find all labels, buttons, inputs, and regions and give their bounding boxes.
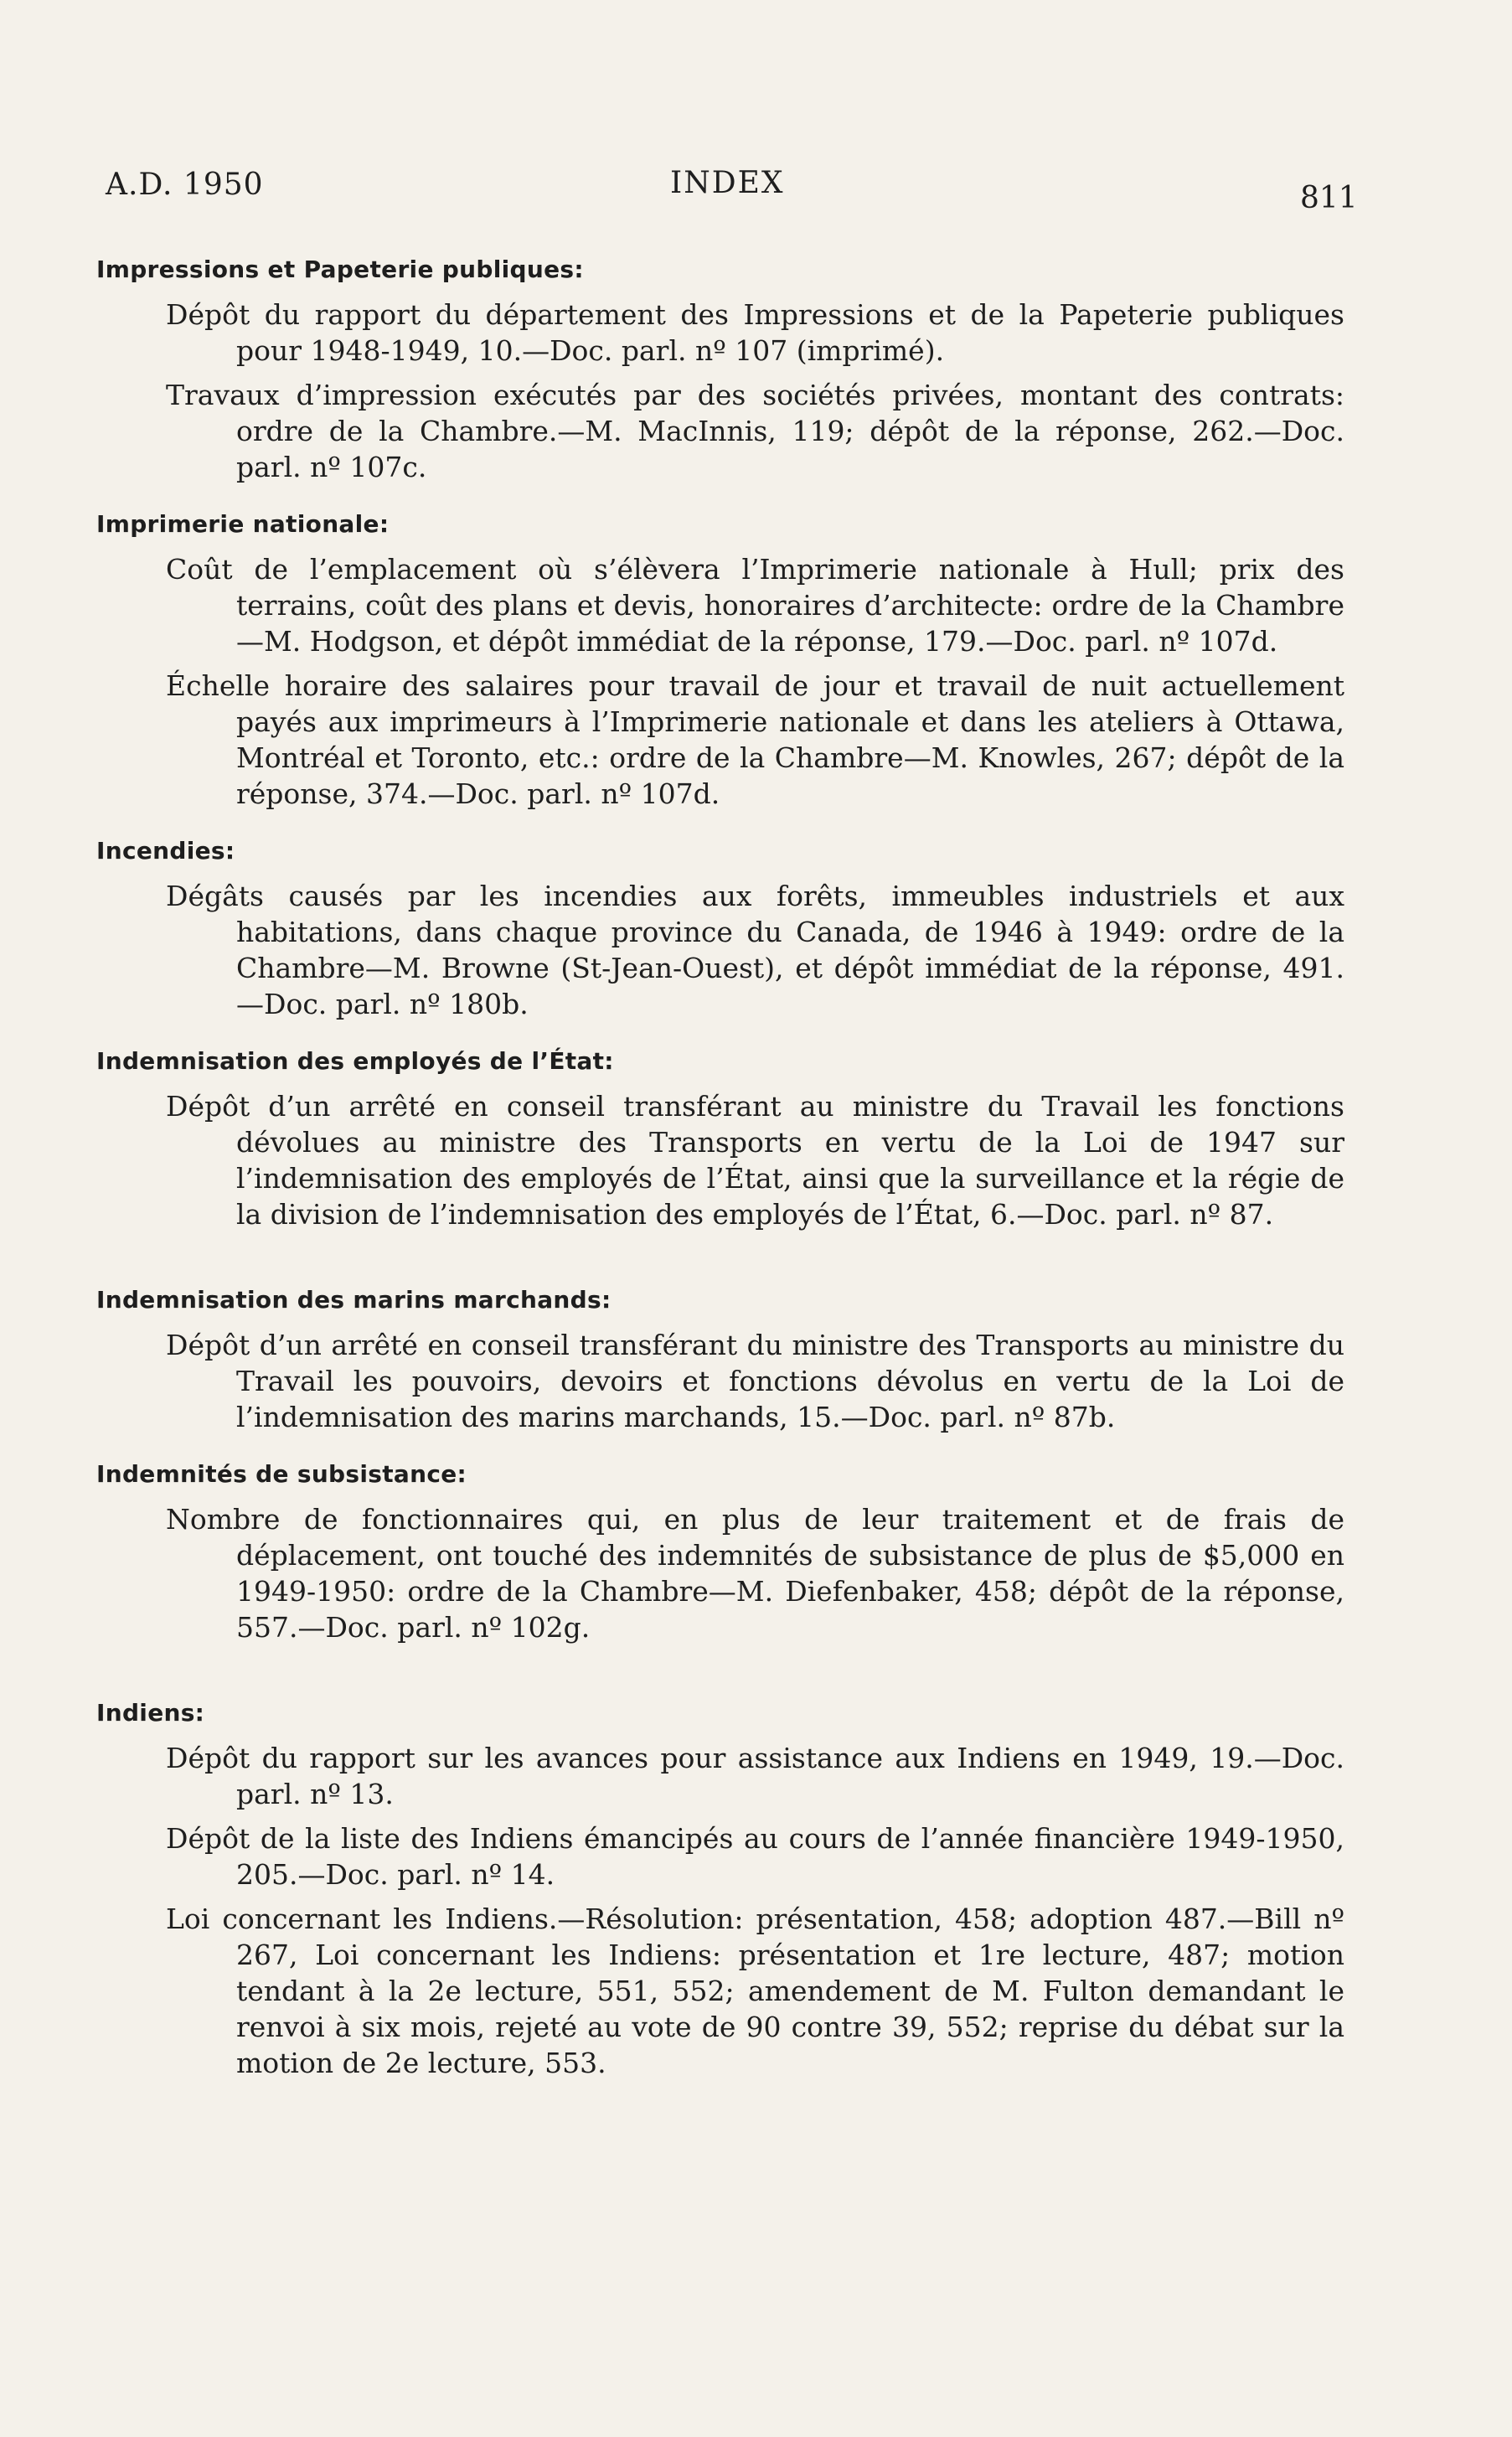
index-entry: Loi concernant les Indiens.—Résolution: présentation, 458; adoption 487.—Bill nº 267, Loi concernant les Indiens: présentation et 1re lecture, 487; motion tendant à la 2e lecture, 551, 552; amendement de M. Fulton demandant le renvoi à six mois, rejeté au vote de 90 contre 39, 552; reprise du débat sur la motion de 2e lecture, 553. [166, 1903, 1344, 2079]
index-entry: Dépôt d’un arrêté en conseil transférant au ministre du Travail les fonctions dévolues au ministre des Transports en vertu de la Loi de 1947 sur l’indemnisation des employés de l’État, ainsi que la surveillance et la régie de la division de l’indemnisation des employés de l’État, 6.—Doc. parl. nº 87. [166, 1090, 1344, 1231]
section-heading: Imprimerie nationale: [96, 510, 390, 538]
index-section [96, 1460, 1344, 1645]
page-header [0, 159, 1512, 218]
spacer [96, 1257, 1344, 1286]
index-entry: Dégâts causés par les incendies aux forêts, immeubles industriels et aux habitations, dans chaque province du Canada, de 1946 à 1949: ordre de la Chambre—M. Browne (St-Jean-Ouest), et dépôt immédiat de la réponse, 491.—Doc. parl. nº 180b. [166, 880, 1344, 1020]
index-content [96, 256, 1344, 2106]
spacer [96, 1670, 1344, 1699]
index-entry: Dépôt du rapport du département des Impressions et de la Papeterie publiques pour 1948-1949, 10.—Doc. parl. nº 107 (imprimé). [166, 298, 1344, 367]
section-heading: Impressions et Papeterie publiques: [96, 256, 584, 283]
section-heading: Indemnisation des marins marchands: [96, 1286, 612, 1314]
index-entry: Dépôt du rapport sur les avances pour assistance aux Indiens en 1949, 19.—Doc. parl. nº 13. [166, 1742, 1344, 1810]
section-heading: Incendies: [96, 837, 235, 865]
index-entry: Dépôt d’un arrêté en conseil transférant du ministre des Transports au ministre du Travail les pouvoirs, devoirs et fonctions dévolus en vertu de la Loi de l’indemnisation des marins marchands, 15.—Doc. parl. nº 87b. [166, 1329, 1344, 1433]
header-title: INDEX [670, 166, 785, 200]
page-number: 811 [1300, 181, 1358, 215]
index-entry: Travaux d’impression exécutés par des sociétés privées, montant des contrats: ordre de la Chambre.—M. MacInnis, 119; dépôt de la réponse, 262.—Doc. parl. nº 107c. [166, 379, 1344, 483]
index-entry: Dépôt de la liste des Indiens émancipés au cours de l’année financière 1949-1950, 205.—Doc. parl. nº 14. [166, 1822, 1344, 1891]
section-heading: Indiens: [96, 1699, 205, 1727]
index-entry: Coût de l’emplacement où s’élèvera l’Imprimerie nationale à Hull; prix des terrains, coût des plans et devis, honoraires d’architecte: ordre de la Chambre—M. Hodgson, et dépôt immédiat de la réponse, 179.—Doc. parl. nº 107d. [166, 553, 1344, 658]
index-section [96, 1699, 1344, 2081]
index-section [96, 1047, 1344, 1232]
section-heading: Indemnisation des employés de l’État: [96, 1047, 614, 1075]
index-entry: Échelle horaire des salaires pour travail de jour et travail de nuit actuellement payés aux imprimeurs à l’Imprimerie nationale et dans les ateliers à Ottawa, Montréal et Toronto, etc.: ordre de la Chambre—M. Knowles, 267; dépôt de la réponse, 374.—Doc. parl. nº 107d. [166, 669, 1344, 810]
index-entry: Nombre de fonctionnaires qui, en plus de leur traitement et de frais de déplacement, ont touché des indemnités de subsistance de plus de $5,000 en 1949-1950: ordre de la Chambre—M. Diefenbaker, 458; dépôt de la réponse, 557.—Doc. parl. nº 102g. [166, 1503, 1344, 1644]
index-section [96, 1286, 1344, 1435]
index-section [96, 510, 1344, 812]
index-section [96, 837, 1344, 1022]
section-heading: Indemnités de subsistance: [96, 1460, 467, 1488]
header-year: A.D. 1950 [106, 168, 264, 202]
index-section [96, 256, 1344, 485]
